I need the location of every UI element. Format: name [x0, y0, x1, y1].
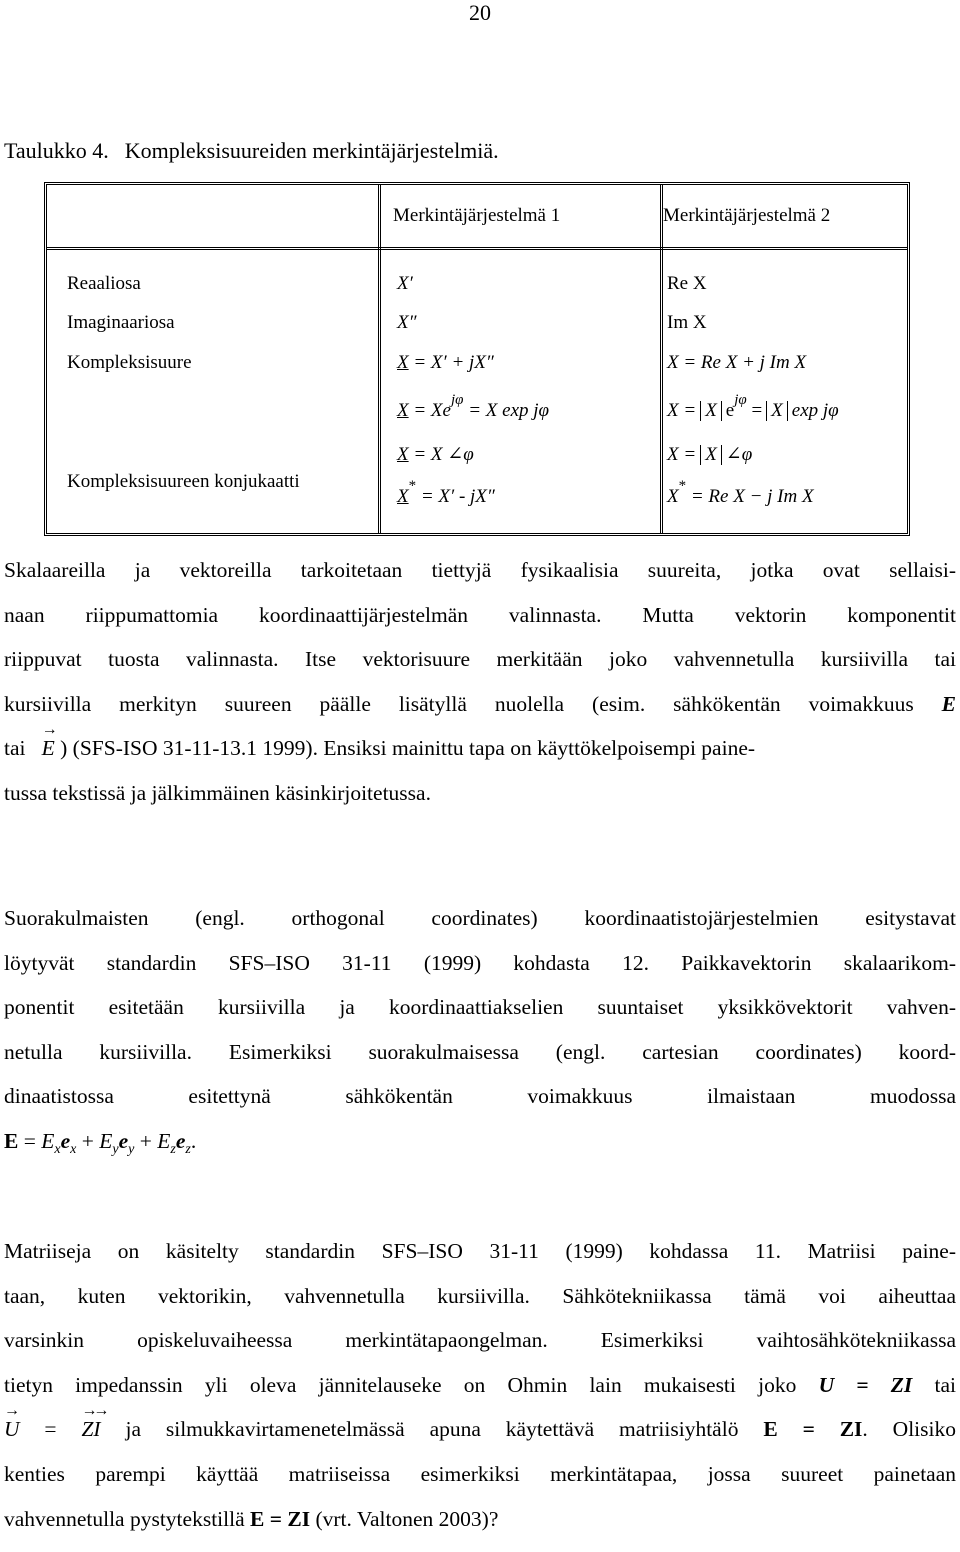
sys1-conjugate: X* = X′ - jX″	[397, 478, 495, 507]
header-system-2: Merkintäjärjestelmä 2	[663, 205, 831, 226]
p1-line-5: tai → E ) (SFS-ISO 31-11-13.1 1999). Ensiksi mainittu tapa on käyttökelpoisempi paine-	[4, 726, 956, 771]
page-number: 20	[469, 0, 491, 25]
sys1-imag: X″	[397, 312, 417, 333]
table-caption	[4, 138, 499, 164]
p3-line-5: → U = → Z→ I ja silmukkavirtamenetelmässä apuna käytettävä matriisiyhtälö E = ZI. Olisiko	[4, 1407, 956, 1452]
p1-line-4: kursiivilla merkityn suureen päälle lisätyllä nuolella (esim. sähkökentän voimakkuus E	[4, 691, 957, 716]
sys1-complex: X = X′ + jX″	[397, 352, 494, 373]
caption-label: Taulukko 4.	[4, 138, 109, 163]
header-system-1: Merkintäjärjestelmä 1	[393, 205, 561, 226]
p3-line-1: Matriiseja on käsitelty standardin SFS–ISO 31-11 (1999) kohdassa 11. Matriisi paine-	[4, 1239, 956, 1263]
column-divider-2	[660, 185, 663, 533]
label-complex-quantity: Kompleksisuure	[67, 352, 192, 373]
p2-line-5: dinaatistossa esitettynä sähkökentän voimakkuus ilmaistaan muodossa	[4, 1084, 956, 1109]
vector-arrow-E: → E	[42, 726, 55, 771]
paragraph-orthogonal-coordinates	[4, 896, 956, 1168]
p1-line-6: tussa tekstissä ja jälkimmäinen käsinkirjoitetussa.	[4, 780, 431, 805]
sys2-polar: X = X $e^{j\varphi} = X$ exp jφ	[667, 392, 839, 421]
notation-table	[44, 182, 910, 536]
sys2-angle: X = X ∠φ	[667, 444, 753, 465]
sys2-conjugate: X* = Re X − j Im X	[667, 478, 814, 507]
p3-line-4: tietyn impedanssin yli oleva jännitelauseke on Ohmin lain mukaisesti joko U = ZI tai	[4, 1372, 957, 1397]
p3-line-6: kenties parempi käyttää matriiseissa esimerkiksi merkintätapaa, jossa suureet painetaan	[4, 1461, 956, 1486]
sys2-complex: X = Re X + j Im X	[667, 352, 807, 373]
header-divider	[47, 247, 907, 250]
caption-title: Kompleksisuureiden merkintäjärjestelmiä.	[124, 138, 499, 163]
p3-line-7: vahvennetulla pystytekstillä E = ZI (vrt. Valtonen 2003)?	[4, 1506, 499, 1531]
label-imaginary-part: Imaginaariosa	[67, 312, 175, 333]
vector-arrow-I: → I	[93, 1407, 100, 1452]
sys1-real: X′	[397, 273, 413, 294]
p2-line-3: ponentit esitetään kursiivilla ja koordinaattiakselien suuntaiset yksikkövektorit vahven-	[4, 995, 956, 1020]
p1-line-3: riippuvat tuosta valinnasta. Itse vektorisuure merkitään joko vahvennetulla kursiivilla tai	[4, 647, 956, 672]
vector-arrow-Z: → Z	[81, 1407, 93, 1452]
sys1-polar: $X = Xe^{j\varphi} = X$ exp jφ	[397, 392, 550, 421]
vector-arrow-U: → U	[4, 1407, 20, 1452]
p2-line-1: Suorakulmaisten (engl. orthogonal coordinates) koordinaatistojärjestelmien esitystavat	[4, 906, 956, 930]
label-real-part: Reaaliosa	[67, 273, 141, 294]
sys2-imag: Im X	[667, 312, 707, 333]
label-complex-conjugate: Kompleksisuureen konjukaatti	[67, 471, 300, 492]
column-divider-1	[378, 185, 381, 533]
p1-line-1: Skalaareilla ja vektoreilla tarkoitetaan tiettyjä fysikaalisia suureita, jotka ovat sellaisi-	[4, 558, 956, 582]
p2-equation: $E = E_xe_x + E_ye_y + E_ze_z$.	[4, 1128, 197, 1157]
paragraph-scalars-vectors	[4, 548, 956, 816]
p3-line-3: varsinkin opiskeluvaiheessa merkintätapaongelman. Esimerkiksi vaihtosähkötekniikassa	[4, 1328, 956, 1353]
sys2-real: Re X	[667, 273, 707, 294]
p2-line-4: netulla kursiivilla. Esimerkiksi suorakulmaisessa (engl. cartesian coordinates) koord-	[4, 1039, 956, 1064]
p2-line-2: löytyvät standardin SFS–ISO 31-11 (1999) kohdasta 12. Paikkavektorin skalaarikom-	[4, 950, 956, 975]
p3-line-2: taan, kuten vektorikin, vahvennetulla kursiivilla. Sähkötekniikassa tämä voi aiheuttaa	[4, 1283, 956, 1308]
sys1-angle: X = X ∠φ	[397, 444, 474, 465]
paragraph-matrices	[4, 1229, 956, 1541]
p1-line-2: naan riippumattomia koordinaattijärjestelmän valinnasta. Mutta vektorin komponentit	[4, 602, 956, 627]
